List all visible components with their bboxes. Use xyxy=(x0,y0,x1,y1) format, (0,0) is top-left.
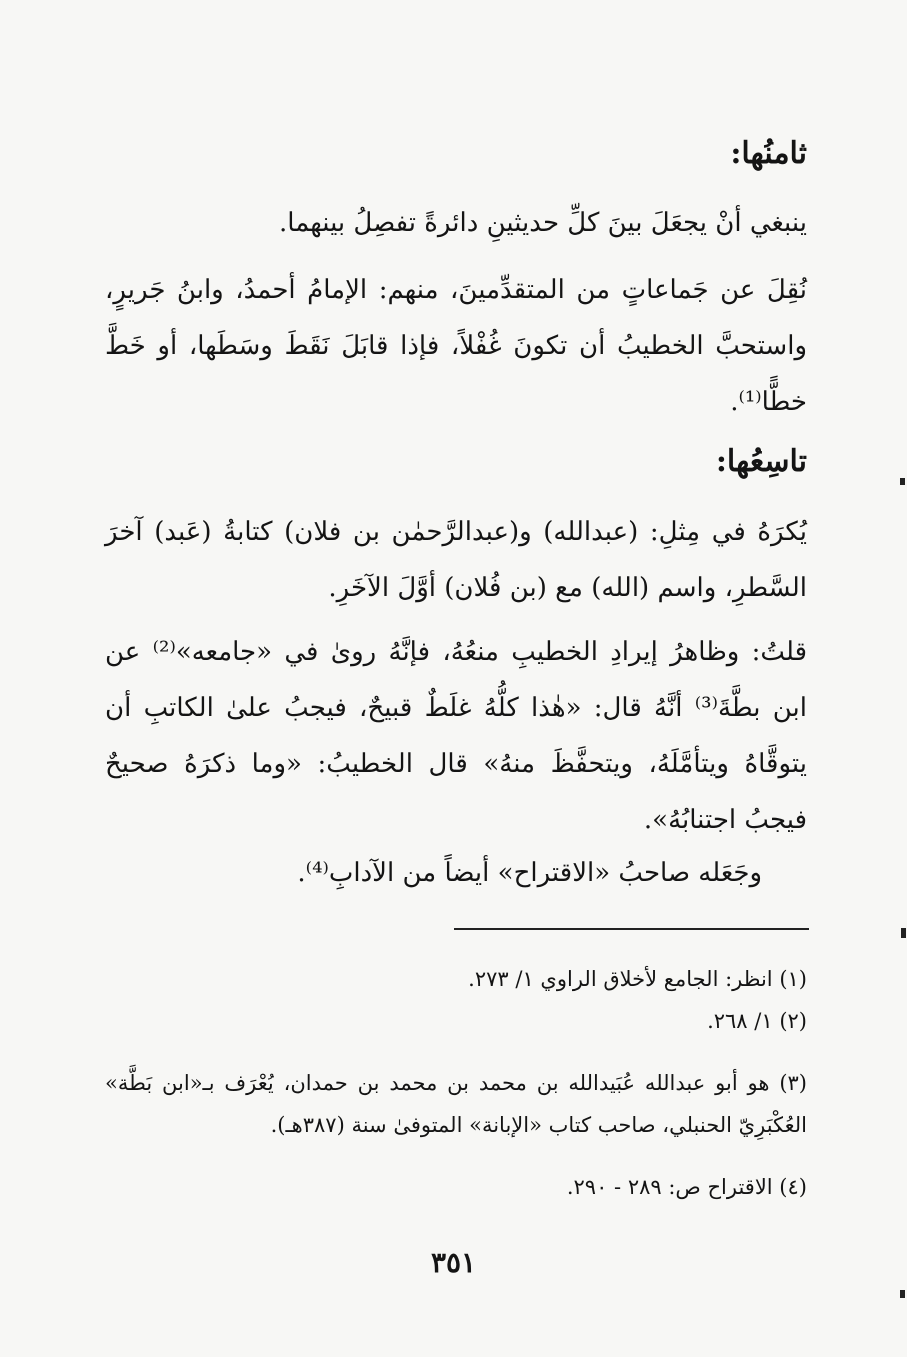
paragraph-khatib-opinion: قلتُ: وظاهرُ إيرادِ الخطيبِ منعُهُ، فإنَّهُ روىٰ في «جامعه»⁽²⁾ عن ابن بطَّةَ⁽³⁾ أنَّهُ قال: «هٰذا كلُّهُ غلَطٌ قبيحٌ، فيجبُ علىٰ الكاتبِ أن يتوقَّاهُ ويتأمَّلَهُ، ويتحفَّظَ منهُ» قال الخطيبُ: «وما ذكرَهُ صحيحٌ فيجبُ اجتنابُهُ». xyxy=(105,637,808,835)
paragraph-disliked-split: يُكرَهُ في مِثلِ: (عبدالله) و(عبدالرَّحمٰن بن فلان) كتابةُ (عَبد) آخرَ السَّطرِ، واسم (الله) مع (بن فُلان) أوَّلَ الآخَرِ. xyxy=(105,517,807,603)
scan-speck xyxy=(901,928,906,938)
paragraph-iqtirah-reference: وجَعَله صاحبُ «الاقتراح» أيضاً من الآدابِ⁽⁴⁾. xyxy=(297,858,762,888)
section-heading-eighth: ثامنُها: xyxy=(730,136,807,171)
scan-speck xyxy=(900,478,905,485)
footnote-3: (٣) هو أبو عبدالله عُبَيدالله بن محمد بن محمد بن حمدان، يُعْرَف بـ«ابن بَطَّة» العُكْبَرِيّ الحنبلي، صاحب كتاب «الإبانة» المتوفىٰ سنة (٣٨٧هـ). xyxy=(105,1071,807,1137)
section-heading-ninth: تاسِعُها: xyxy=(715,444,807,479)
footnote-1: (١) انظر: الجامع لأخلاق الراوي ١/ ٢٧٣. xyxy=(468,967,807,991)
footnote-divider xyxy=(454,928,809,930)
footnote-4: (٤) الاقتراح ص: ٢٨٩ - ٢٩٠. xyxy=(566,1175,807,1199)
paragraph-circle-separator: ينبغي أنْ يجعَلَ بينَ كلِّ حديثينِ دائرةً تفصِلُ بينهما. xyxy=(279,208,807,238)
footnote-2: (٢) ١/ ٢٦٨. xyxy=(707,1009,807,1033)
paragraph-transmitted-from: نُقِلَ عن جَماعاتٍ من المتقدِّمينَ، منهم: الإمامُ أحمدُ، وابنُ جَريرٍ، واستحبَّ الخطيبُ أن تكونَ غُفْلاً، فإذا قابَلَ نَقَطَ وسَطَها، أو خَطَّ خطًّا⁽¹⁾. xyxy=(105,275,807,417)
page-number: ٣٥١ xyxy=(430,1246,477,1279)
scan-speck xyxy=(900,1290,905,1298)
